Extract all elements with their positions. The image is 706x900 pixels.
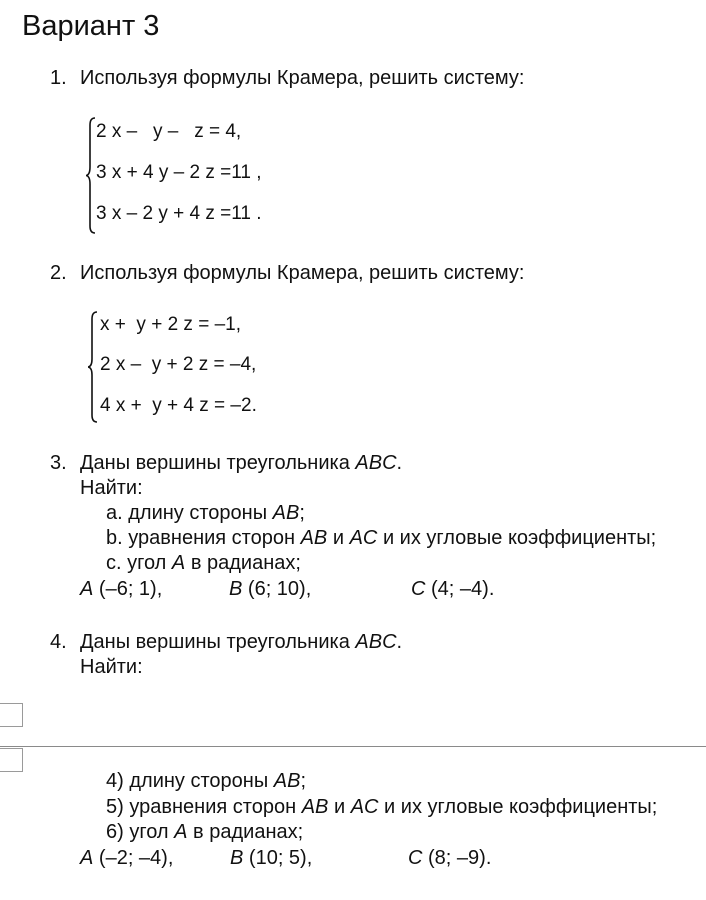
task2-equation-1: x + y + 2 z = –1, <box>100 314 241 335</box>
task1-equation-3: 3 x – 2 y + 4 z =11 . <box>96 203 262 224</box>
task1-text: Используя формулы Крамера, решить систему: <box>80 67 525 89</box>
task3-find-label: Найти: <box>80 477 143 499</box>
task1-number: 1. <box>50 67 67 89</box>
task3-item-c: c. угол A в радианах; <box>106 552 301 574</box>
task4-item-5: 5) уравнения сторон AB и AC и их угловые коэффициенты; <box>106 796 658 818</box>
task3-number: 3. <box>50 452 67 474</box>
task1-equation-1: 2 x – y – z = 4, <box>96 121 242 142</box>
variant-title: Вариант 3 <box>22 10 160 42</box>
task4-find-label: Найти: <box>80 656 143 678</box>
task2-equation-3: 4 x + y + 4 z = –2. <box>100 395 257 416</box>
task3-heading: Даны вершины треугольника ABC. <box>80 452 403 474</box>
task3-item-a: a. длину стороны AB; <box>106 502 305 524</box>
task4-point-a: A (–2; –4), <box>80 847 174 869</box>
task3-point-b: B (6; 10), <box>229 578 312 600</box>
task2-number: 2. <box>50 262 67 284</box>
task4-item-4: 4) длину стороны AB; <box>106 770 307 792</box>
page-break-marker-top <box>0 703 23 727</box>
task3-item-b: b. уравнения сторон AB и AC и их угловые коэффициенты; <box>106 527 657 549</box>
task1-system-brace <box>86 117 96 234</box>
page-break-line <box>0 746 706 747</box>
task3-point-c: C (4; –4). <box>411 578 495 600</box>
task4-heading: Даны вершины треугольника ABC. <box>80 631 403 653</box>
page-break-marker-bottom <box>0 748 23 772</box>
task2-system-brace <box>88 311 98 423</box>
task3-point-a: A (–6; 1), <box>80 578 163 600</box>
task2-text: Используя формулы Крамера, решить систему: <box>80 262 525 284</box>
task4-number: 4. <box>50 631 67 653</box>
task4-item-6: 6) угол A в радианах; <box>106 821 304 843</box>
task4-point-b: B (10; 5), <box>230 847 313 869</box>
task1-equation-2: 3 x + 4 y – 2 z =11 , <box>96 162 262 183</box>
task2-equation-2: 2 x – y + 2 z = –4, <box>100 354 257 375</box>
task4-point-c: C (8; –9). <box>408 847 492 869</box>
